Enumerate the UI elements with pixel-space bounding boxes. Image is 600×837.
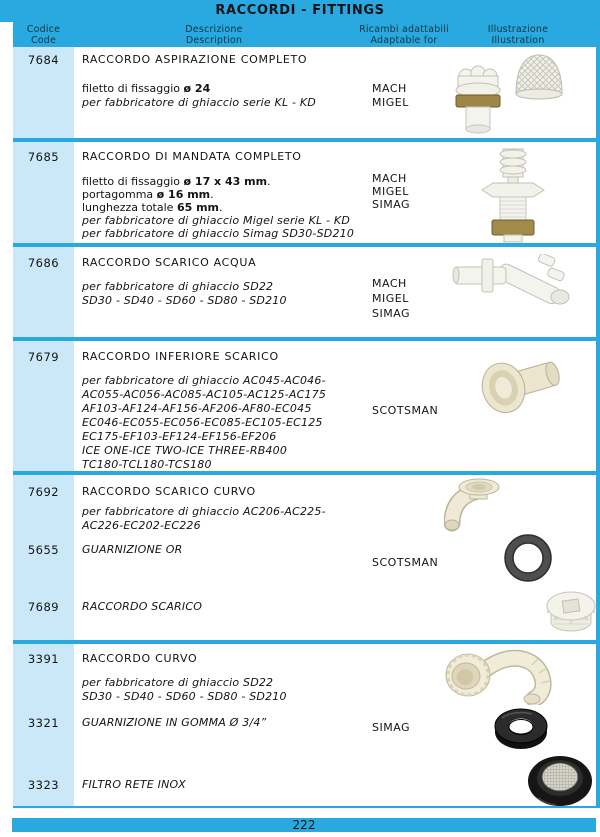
- illustration-suction-fitting-with-strainer: [450, 50, 565, 135]
- part-title: RACCORDO INFERIORE SCARICO: [82, 350, 279, 363]
- suction-fitting-body: [456, 66, 500, 133]
- illustration-o-ring: [502, 532, 554, 584]
- models-line: per fabbricatore di ghiaccio AC045-AC046-: [82, 374, 326, 387]
- part-code: 7692: [27, 485, 60, 499]
- part-title: GUARNIZIONE OR: [82, 543, 183, 556]
- illustration-curved-drain-elbow: [444, 477, 502, 533]
- models-line: per fabbricatore di ghiaccio SD22: [82, 280, 274, 293]
- models-line: per fabbricatore di ghiaccio SD22: [82, 676, 274, 689]
- part-code: 3321: [27, 716, 60, 730]
- table-bottom-line: [13, 806, 600, 808]
- brand-label: SIMAG: [372, 307, 411, 320]
- page-title: RACCORDI - FITTINGS: [215, 3, 385, 18]
- spec-line: filetto di fissaggio ø 24: [82, 82, 211, 95]
- header-adaptable-for: Ricambi adattabili Adaptable for: [359, 24, 449, 46]
- page-number-bar: [12, 818, 596, 832]
- part-code: 7689: [27, 600, 60, 614]
- brand-label: MIGEL: [372, 96, 409, 109]
- part-code: 7686: [27, 256, 60, 270]
- brand-label: MIGEL: [372, 185, 409, 198]
- part-code: 3391: [27, 652, 60, 666]
- illustration-lower-drain-funnel-fitting: [477, 348, 565, 420]
- header-description: Descrizione Description: [185, 24, 243, 46]
- models-line: EC046-EC055-EC056-EC085-EC105-EC125: [82, 416, 323, 429]
- illustration-curved-fitting-with-ribbed-nut: [444, 645, 556, 705]
- models-line: per fabbricatore di ghiaccio AC206-AC225-: [82, 505, 326, 518]
- spec-line: lunghezza totale 65 mm.: [82, 201, 223, 214]
- part-code: 7684: [27, 53, 60, 67]
- part-code: 7679: [27, 350, 60, 364]
- illustration-drain-plug: [544, 588, 598, 638]
- part-code: 3323: [27, 778, 60, 792]
- brand-label: MACH: [372, 277, 407, 290]
- illustration-stainless-mesh-filter: [526, 754, 594, 808]
- header-illustration: Illustrazione Illustration: [487, 24, 549, 46]
- spec-line: filetto di fissaggio ø 17 x 43 mm.: [82, 175, 271, 188]
- brand-label: SCOTSMAN: [372, 556, 439, 569]
- part-title: FILTRO RETE INOX: [82, 778, 186, 791]
- part-title: RACCORDO SCARICO CURVO: [82, 485, 256, 498]
- brand-label: MACH: [372, 172, 407, 185]
- brand-label: SCOTSMAN: [372, 404, 439, 417]
- models-line: AF103-AF124-AF156-AF206-AF80-EC045: [82, 402, 312, 415]
- models-line: SD30 - SD40 - SD60 - SD80 - SD210: [82, 690, 287, 703]
- page-number: 222: [292, 818, 316, 832]
- models-line: SD30 - SD40 - SD60 - SD80 - SD210: [82, 294, 287, 307]
- part-title: RACCORDO SCARICO: [82, 600, 203, 613]
- brand-label: SIMAG: [372, 198, 411, 211]
- part-code: 7685: [27, 150, 60, 164]
- brand-label: SIMAG: [372, 721, 411, 734]
- illustration-delivery-fitting-complete: [480, 146, 546, 243]
- models-line: per fabbricatore di ghiaccio serie KL - KD: [82, 96, 316, 109]
- part-title: RACCORDO CURVO: [82, 652, 198, 665]
- part-code: 5655: [27, 543, 60, 557]
- part-title: RACCORDO ASPIRAZIONE COMPLETO: [82, 53, 308, 66]
- models-line: ICE ONE-ICE TWO-ICE THREE-RB400: [82, 444, 288, 457]
- row-separator: [13, 138, 600, 142]
- spec-line: portagomma ø 16 mm.: [82, 188, 214, 201]
- models-line: per fabbricatore di ghiaccio Migel serie KL - KD: [82, 214, 350, 227]
- brand-label: MACH: [372, 82, 407, 95]
- table-header-row: [13, 22, 600, 47]
- models-line: EC175-EF103-EF124-EF156-EF206: [82, 430, 277, 443]
- row-separator: [13, 640, 600, 644]
- part-title: RACCORDO SCARICO ACQUA: [82, 256, 257, 269]
- page-title-bar: [0, 0, 600, 22]
- row-separator: [13, 471, 600, 475]
- models-line: AC055-AC056-AC085-AC105-AC125-AC175: [82, 388, 327, 401]
- part-title: GUARNIZIONE IN GOMMA Ø 3/4”: [82, 716, 267, 729]
- brand-label: MIGEL: [372, 292, 409, 305]
- illustration-rubber-washer: [492, 706, 550, 752]
- row-separator: [13, 337, 600, 341]
- strainer-basket: [516, 55, 562, 99]
- part-title: RACCORDO DI MANDATA COMPLETO: [82, 150, 302, 163]
- illustration-water-drain-pipe-fitting: [452, 254, 577, 306]
- models-line: per fabbricatore di ghiaccio Simag SD30-SD210: [82, 227, 355, 240]
- models-line: AC226-EC202-EC226: [82, 519, 201, 532]
- row-separator: [13, 243, 600, 247]
- header-code: Codice Code: [26, 24, 61, 46]
- models-line: TC180-TCL180-TCS180: [82, 458, 212, 471]
